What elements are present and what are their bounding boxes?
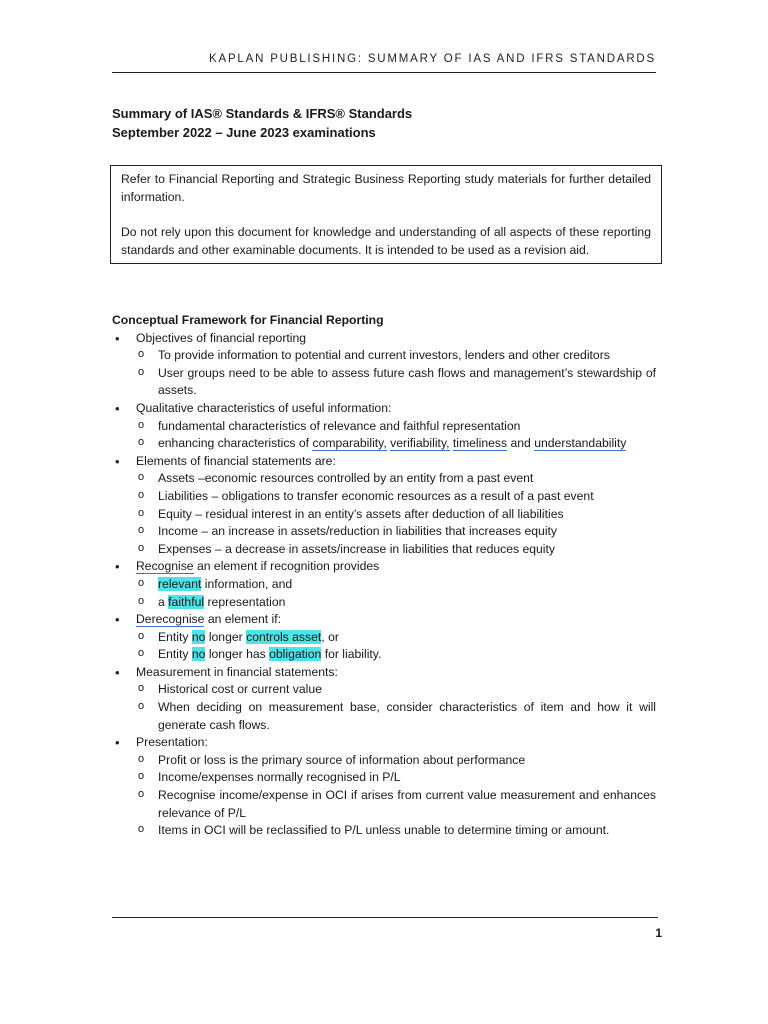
spellcheck-word: Recognise	[136, 559, 194, 574]
text-run: longer has	[205, 647, 270, 662]
sub-list-item: o fundamental characteristics of relevance and faithful representation	[136, 418, 656, 436]
text-run: and	[507, 436, 535, 451]
list-item-qualitative	[112, 400, 656, 453]
sub-list	[136, 347, 656, 400]
sub-list-item: o Items in OCI will be reclassified to P/L unless unable to determine timing or amount.	[136, 822, 656, 840]
sub-list-item: o Liabilities – obligations to transfer economic resources as a result of a past event	[136, 488, 656, 506]
list-item-measurement	[112, 664, 656, 734]
notice-paragraph-1: Refer to Financial Reporting and Strategic Business Reporting study materials for further detailed information.	[121, 172, 651, 204]
notice-paragraph-2: Do not rely upon this document for knowledge and understanding of all aspects of these reporting standards and other examinable documents. It is intended to be used as a revision aid.	[121, 225, 651, 257]
sub-list	[136, 418, 656, 453]
running-header: KAPLAN PUBLISHING: SUMMARY OF IAS AND IFRS STANDARDS	[209, 53, 656, 65]
sub-list-item: o Equity – residual interest in an entity’s assets after deduction of all liabilities	[136, 506, 656, 524]
highlighted-text: relevant	[158, 576, 202, 591]
text-run: for liability.	[321, 647, 382, 662]
sub-list-item: o To provide information to potential and current investors, lenders and other creditors	[136, 347, 656, 365]
sub-list-item: o Expenses – a decrease in assets/increase in liabilities that reduces equity	[136, 541, 656, 559]
bullet-list	[112, 330, 656, 840]
list-item-label: Elements of financial statements are:	[136, 453, 336, 468]
spellcheck-word: understandability	[534, 436, 627, 451]
list-item-label: Objectives of financial reporting	[136, 330, 307, 345]
text-run: an element if:	[204, 612, 281, 627]
text-run: representation	[204, 594, 286, 609]
sub-list-item: o User groups need to be able to assess future cash flows and management’s stewardship of assets.	[136, 365, 656, 400]
section-conceptual-framework	[112, 312, 656, 840]
list-item-label: Qualitative characteristics of useful information:	[136, 400, 392, 415]
highlighted-text: controls asset	[246, 629, 322, 644]
document-title-line1: Summary of IAS® Standards & IFRS® Standards	[112, 106, 413, 121]
text-run: a	[158, 594, 169, 609]
list-item-derecognise	[112, 611, 656, 664]
text-run: , or	[321, 629, 339, 644]
spellcheck-word: verifiability,	[390, 436, 450, 451]
text-run: Entity	[158, 629, 192, 644]
sub-list-item	[136, 576, 656, 594]
text-run: information, and	[201, 576, 293, 591]
sub-list-item: o Recognise income/expense in OCI if arises from current value measurement and enhances relevance of P/L	[136, 787, 656, 822]
text-run: longer	[205, 629, 247, 644]
sub-list	[136, 752, 656, 840]
sub-list-item: o Income – an increase in assets/reduction in liabilities that increases equity	[136, 523, 656, 541]
list-item-presentation	[112, 734, 656, 840]
list-item-objectives	[112, 330, 656, 400]
sub-list-item	[136, 646, 656, 664]
document-title	[112, 104, 412, 142]
sub-list-item: o Profit or loss is the primary source of information about performance	[136, 752, 656, 770]
sub-list-item: o When deciding on measurement base, consider characteristics of item and how it will generate cash flows.	[136, 699, 656, 734]
list-item-label: Measurement in financial statements:	[136, 664, 338, 679]
sub-list	[136, 681, 656, 734]
highlighted-text: no	[191, 629, 206, 644]
sub-list-item: o Historical cost or current value	[136, 681, 656, 699]
spellcheck-word: timeliness	[452, 436, 508, 451]
spellcheck-word: comparability,	[312, 436, 387, 451]
spellcheck-word: Derecognise	[136, 612, 205, 627]
highlighted-text: faithful	[168, 594, 205, 609]
highlighted-text: no	[191, 647, 206, 662]
list-item-elements	[112, 453, 656, 559]
sub-list-item	[136, 594, 656, 612]
footer-rule	[112, 917, 658, 918]
list-item-recognise	[112, 558, 656, 611]
sub-list	[136, 470, 656, 558]
text-run: enhancing characteristics of	[158, 436, 313, 451]
sub-list	[136, 576, 656, 611]
sub-list-item	[136, 435, 656, 453]
sub-list	[136, 629, 656, 664]
text-run: an element if recognition provides	[193, 559, 380, 574]
sub-list-item: o Assets –economic resources controlled by an entity from a past event	[136, 470, 656, 488]
document-title-line2: September 2022 – June 2023 examinations	[112, 125, 376, 140]
notice-box	[110, 165, 662, 264]
list-item-label: Presentation:	[136, 735, 208, 750]
page-number: 1	[655, 926, 662, 940]
highlighted-text: obligation	[269, 647, 322, 662]
sub-list-item: o Income/expenses normally recognised in P/L	[136, 769, 656, 787]
section-heading: Conceptual Framework for Financial Reporting	[112, 313, 384, 327]
text-run: Entity	[158, 647, 192, 662]
sub-list-item	[136, 629, 656, 647]
header-rule	[112, 72, 656, 73]
